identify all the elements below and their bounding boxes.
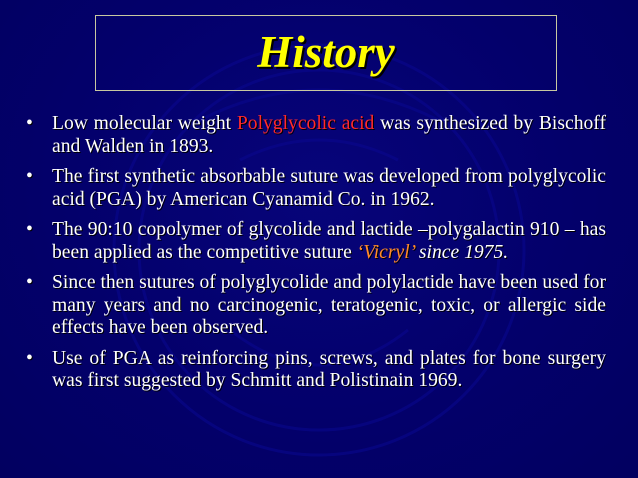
bullet-text: since 1975. — [414, 241, 509, 263]
bullet-item — [24, 348, 606, 393]
bullet-text: The first synthetic absorbable suture was developed from polyglycolic acid (PGA) by American Cyanamid Co. in 1962. — [52, 166, 606, 210]
bullet-list — [24, 113, 606, 401]
highlight-term: ‘Vicryl’ — [356, 241, 415, 263]
bullet-item — [24, 166, 606, 211]
slide-title: History — [257, 26, 395, 77]
bullet-text: Low molecular weight — [52, 113, 237, 134]
bullet-text: The 90:10 copolymer of glycolide and lactide –polygalactin 910 – has been applied as the competitive suture — [52, 219, 606, 263]
highlight-term: Polyglycolic acid — [236, 113, 375, 134]
bullet-text: was synthesized by Bischoff and Walden in 1893. — [52, 113, 606, 157]
bullet-item — [24, 219, 606, 264]
title-box — [95, 15, 557, 91]
bullet-item — [24, 113, 606, 158]
bullet-item — [24, 272, 606, 340]
bullet-text: Since then sutures of polyglycolide and polylactide have been used for many years and no carcinogenic, teratogenic, toxic, or allergic side effects have been observed. — [52, 272, 606, 338]
bullet-text: Use of PGA as reinforcing pins, screws, and plates for bone surgery was first suggested by Schmitt and Polistinain 1969. — [52, 347, 606, 391]
